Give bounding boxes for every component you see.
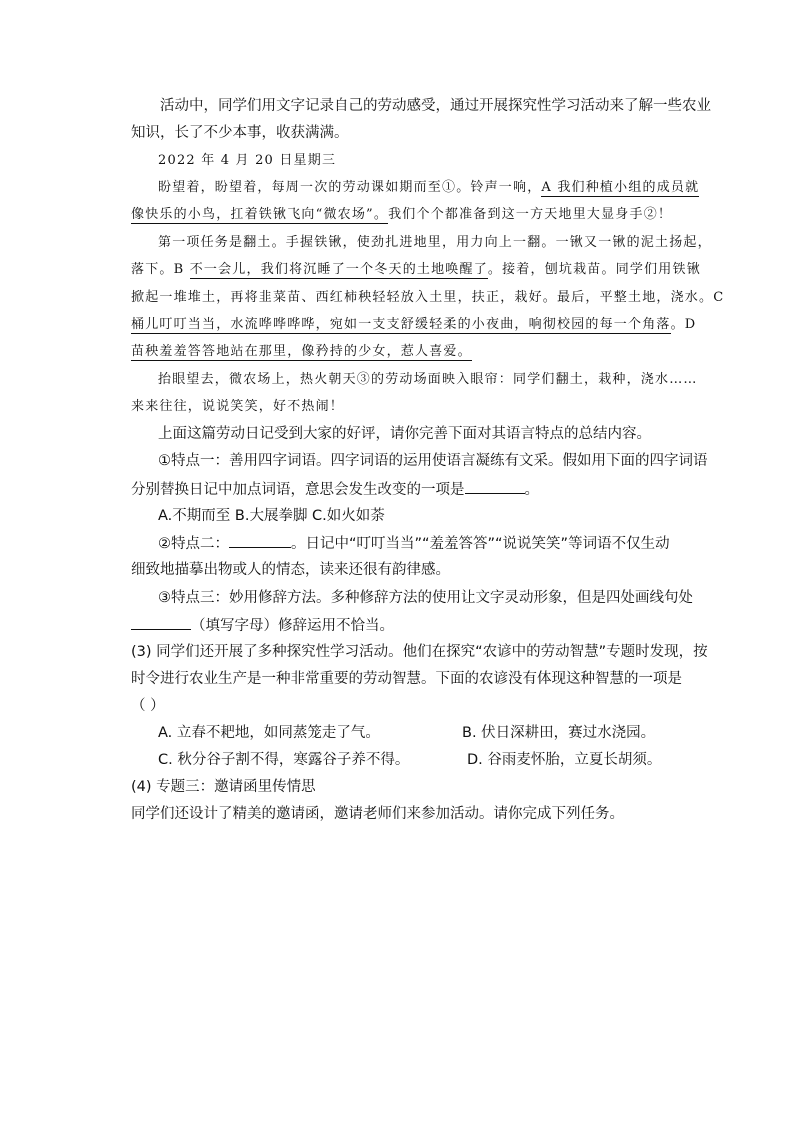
diary-date: 2022 年 4 月 20 日星期三 (158, 153, 337, 168)
diary-p2-line-5 (131, 342, 472, 362)
answer-blank-3[interactable] (131, 615, 191, 630)
intro-line-2: 知识，长了不少本事，收获满满。 (131, 125, 349, 141)
q2-text: 。 (524, 482, 539, 498)
diary-p2-line-1: 第一项任务是翻土。手握铁锹，使劲扎进地里，用力向上一翻。一锹又一锹的泥土扬起， (158, 235, 712, 250)
q2-feature-1-line-2 (131, 479, 539, 500)
q3-answer-paren[interactable]: （ ） (131, 698, 165, 714)
q2-text: 分别替换日记中加点词语，意思会发生改变的一项是 (131, 482, 465, 498)
q2-options: A.不期而至 B.大展拳脚 C.如火如荼 (158, 508, 385, 524)
underlined-sentence-d: 苗秧羞羞答答地站在那里，像矜持的少女，惹人喜爱。 (131, 344, 472, 359)
diary-p1-line-1 (158, 178, 699, 198)
diary-p3-line-2: 来来往往，说说笑笑，好不热闹！ (131, 399, 345, 414)
q2-feature-1-line-1: ①特点一：善用四字词语。四字词语的运用使语言凝练有文采。假如用下面的四字词语 (158, 453, 708, 469)
intro-line-1: 活动中，同学们用文字记录自己的劳动感受，通过开展探究性学习活动来了解一些农业 (160, 98, 711, 114)
diary-text: 。D (670, 317, 697, 332)
underlined-sentence-c: 桶儿叮叮当当，水流哗哗哗哗，宛如一支支舒缓轻柔的小夜曲，响彻校园的每一个角落 (131, 317, 671, 332)
q3-option-b: B. 伏日深耕田，赛过水浇园。 (462, 725, 656, 741)
diary-p3-line-1: 抬眼望去，微农场上，热火朝天③的劳动场面映入眼帘：同学们翻土，栽种，浇水…… (158, 372, 698, 387)
q2-text: 。日记中“叮叮当当”“羞羞答答”“说说笑笑”等词语不仅生动 (291, 536, 670, 552)
diary-text: 。接着，刨坑栽苗。同学们用铁锹 (487, 262, 701, 277)
answer-blank-1[interactable] (465, 479, 525, 494)
diary-p1-line-2 (131, 205, 672, 225)
diary-p2-line-2 (131, 260, 701, 280)
underlined-sentence-a-cont: 像快乐的小鸟，扛着铁锹飞向“微农场”。 (131, 207, 389, 222)
q2-text: （填写字母）修辞运用不恰当。 (191, 618, 394, 634)
q2-feature-2-line-1 (158, 533, 670, 554)
diary-text: 盼望着，盼望着，每周一次的劳动课如期而至①。铃声一响， (158, 180, 542, 195)
answer-blank-2[interactable] (229, 533, 291, 548)
q3-line-1: (3) 同学们还开展了多种探究性学习活动。他们在探究“农谚中的劳动智慧”专题时发现，按 (131, 644, 708, 660)
q3-option-a: A. 立春不耙地，如同蒸笼走了气。 (158, 725, 380, 741)
q2-feature-3-line-2 (131, 615, 394, 636)
q4-title: (4) 专题三：邀请函里传情思 (131, 779, 316, 795)
q2-text: ②特点二： (158, 536, 229, 552)
underlined-sentence-b: 不一会儿，我们将沉睡了一个冬天的土地唤醒了 (189, 262, 488, 277)
diary-text: 落下。B (131, 262, 190, 277)
q2-lead: 上面这篇劳动日记受到大家的好评，请你完善下面对其语言特点的总结内容。 (158, 426, 651, 442)
q3-option-d: D. 谷雨麦怀胎，立夏长胡须。 (467, 752, 662, 768)
q4-text: 同学们还设计了精美的邀请函，邀请老师们来参加活动。请你完成下列任务。 (131, 806, 624, 822)
q3-option-c: C. 秋分谷子割不得，寒露谷子养不得。 (158, 752, 410, 768)
q2-feature-2-line-2: 细致地描摹出物或人的情态，读来还很有韵律感。 (131, 562, 450, 578)
underlined-sentence-a: A 我们种植小组的成员就 (541, 180, 700, 195)
q3-line-2: 时令进行农业生产是一种非常重要的劳动智慧。下面的农谚没有体现这种智慧的一项是 (131, 671, 682, 687)
diary-p2-line-3: 掀起一堆堆土，再将韭菜苗、西红柿秧轻轻放入土里，扶正，栽好。最后，平整土地，浇水。C (131, 290, 725, 305)
q2-feature-3-line-1: ③特点三：妙用修辞方法。多种修辞方法的使用让文字灵动形象，但是四处画线句处 (158, 590, 693, 606)
diary-p2-line-4 (131, 315, 696, 335)
diary-text: 我们个个都准备到这一方天地里大显身手②！ (388, 207, 673, 222)
